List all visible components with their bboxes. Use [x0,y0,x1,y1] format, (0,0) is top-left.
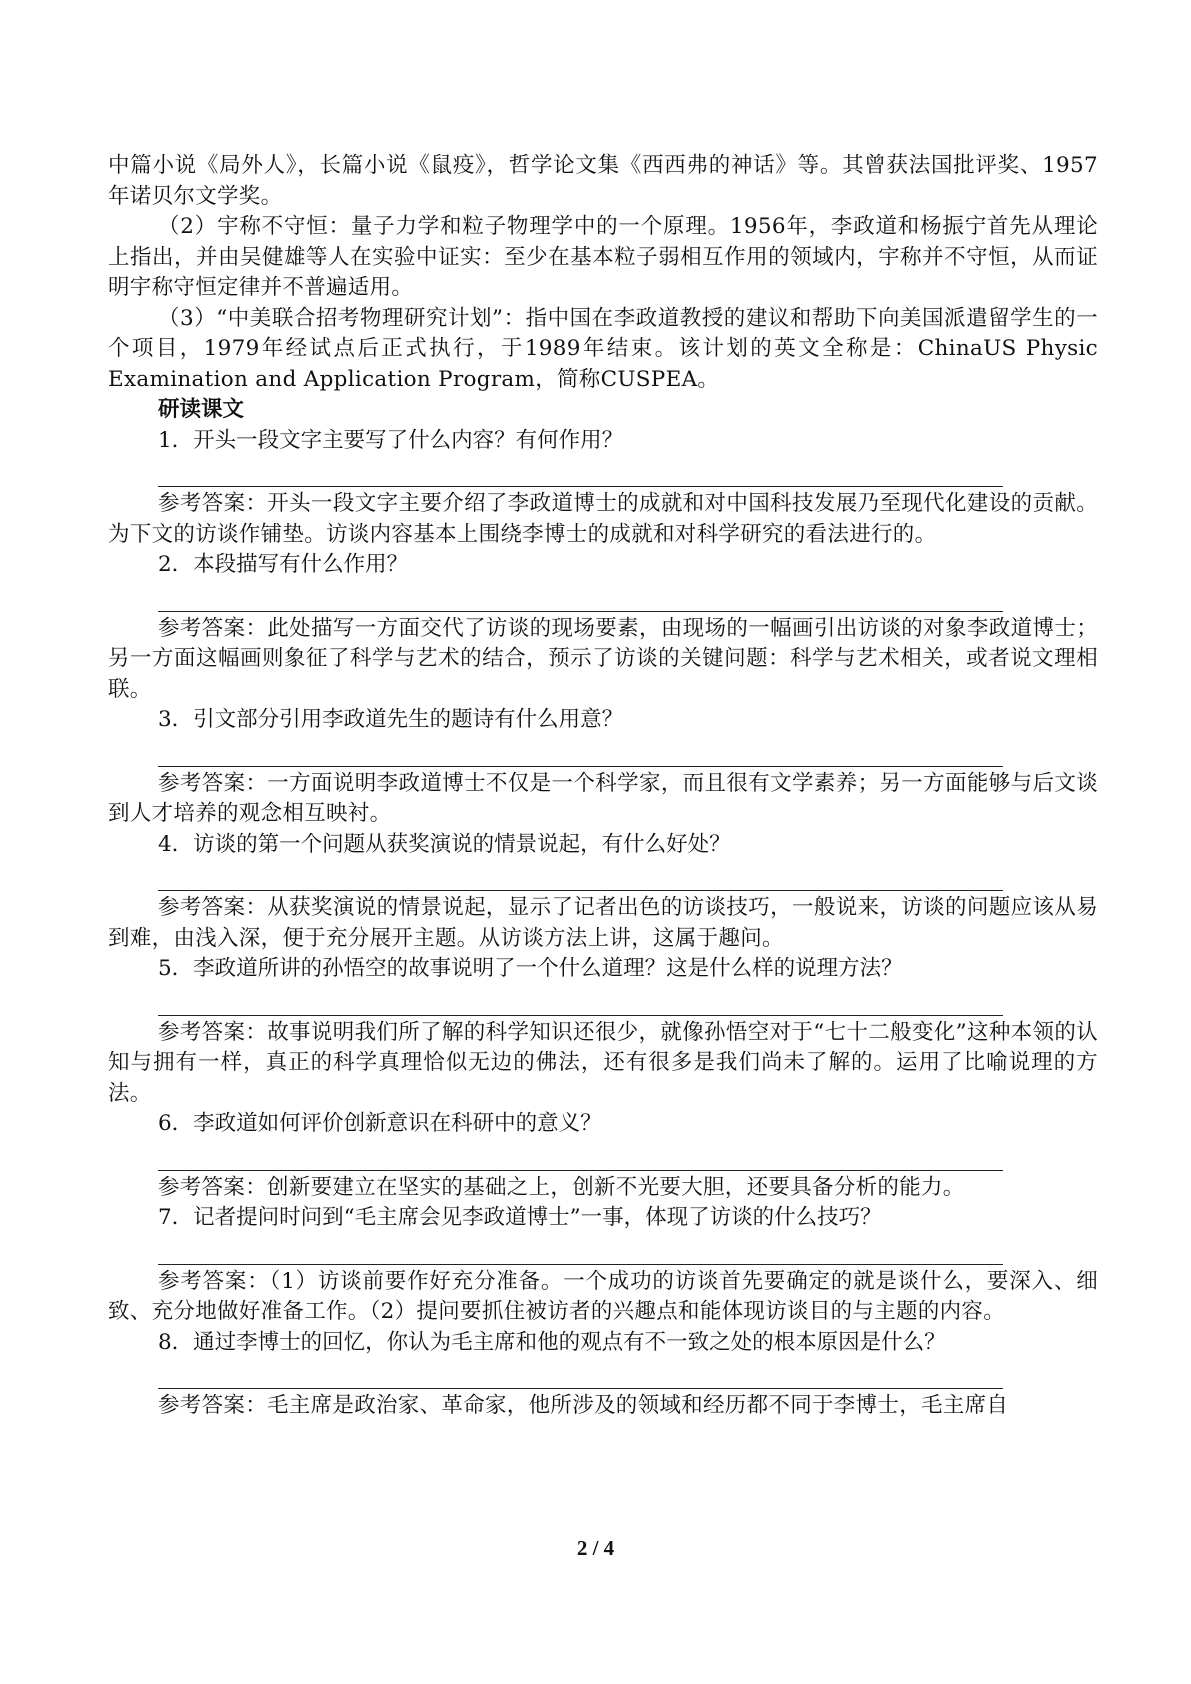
intro-paragraph-2: （2）宇称不守恒：量子力学和粒子物理学中的一个原理。1956年，李政道和杨振宁首先从理论上指出，并由吴健雄等人在实验中证实：至少在基本粒子弱相互作用的领域内，宇称并不守恒，从而证明宇称守恒定律并不普遍适用。 [108,214,1098,300]
question-block-8 [108,1328,1098,1422]
document-body [108,151,1098,1422]
answer-line [158,581,1003,612]
question-block-4 [108,830,1098,955]
answer-text: 参考答案：此处描写一方面交代了访谈的现场要素，由现场的一幅画引出访谈的对象李政道博士；另一方面这幅画则象征了科学与艺术的结合，预示了访谈的关键问题：科学与艺术相关，或者说文理相联。 [108,615,1098,702]
answer-text: 参考答案：一方面说明李政道博士不仅是一个科学家，而且很有文学素养；另一方面能够与后文谈到人才培养的观念相互映衬。 [108,770,1098,826]
question-block-2 [108,550,1098,705]
intro-paragraph-3: （3）“中美联合招考物理研究计划”：指中国在李政道教授的建议和帮助下向美国派遣留学生的一个项目，1979年经试点后正式执行，于1989年结束。该计划的英文全称是：ChinaUS Physic Examination and Application Program，简称CUSPEA。 [108,305,1098,392]
answer-line [158,1140,1003,1171]
answer-text: 参考答案：创新要建立在坚实的基础之上，创新不光要大胆，还要具备分析的能力。 [158,1174,965,1200]
intro-paragraph-1: 中篇小说《局外人》，长篇小说《鼠疫》，哲学论文集《西西弗的神话》等。其曾获法国批评奖、1957年诺贝尔文学奖。 [108,153,1098,209]
question-text: 3．引文部分引用李政道先生的题诗有什么用意？ [158,707,624,732]
answer-line [158,456,1003,487]
answer-line [158,860,1003,891]
answer-text: 参考答案：（1）访谈前要作好充分准备。一个成功的访谈首先要确定的就是谈什么，要深入、细致、充分地做好准备工作。（2）提问要抓住被访者的兴趣点和能体现访谈目的与主题的内容。 [108,1268,1098,1324]
question-block-7 [108,1203,1098,1328]
answer-line [158,985,1003,1016]
answer-line [158,1358,1003,1389]
question-text: 8．通过李博士的回忆，你认为毛主席和他的观点有不一致之处的根本原因是什么？ [158,1329,946,1355]
question-text: 2．本段描写有什么作用？ [158,552,409,577]
question-text: 5．李政道所讲的孙悟空的故事说明了一个什么道理？这是什么样的说理方法？ [158,956,903,981]
section-heading: 研读课文 [158,397,245,422]
question-text: 1．开头一段文字主要写了什么内容？有何作用？ [158,427,624,453]
answer-text: 参考答案：毛主席是政治家、革命家，他所涉及的领域和经历都不同于李博士，毛主席自 [158,1393,1009,1418]
answer-line [158,736,1003,767]
question-text: 4．访谈的第一个问题从获奖演说的情景说起，有什么好处？ [158,831,731,857]
page-number: 2 / 4 [576,1536,615,1560]
answer-text: 参考答案：故事说明我们所了解的科学知识还很少，就像孙悟空对于“七十二般变化”这种本领的认知与拥有一样，真正的科学真理恰似无边的佛法，还有很多是我们尚未了解的。运用了比喻说理的方法。 [108,1019,1098,1106]
question-block-6 [108,1109,1098,1203]
question-block-3 [108,705,1098,830]
question-text: 6．李政道如何评价创新意识在科研中的意义？ [158,1111,602,1136]
answer-line [158,1234,1003,1265]
answer-text: 参考答案：开头一段文字主要介绍了李政道博士的成就和对中国科技发展乃至现代化建设的贡献。为下文的访谈作铺垫。访谈内容基本上围绕李博士的成就和对科学研究的看法进行的。 [108,491,1098,547]
question-text: 7．记者提问时问到“毛主席会见李政道博士”一事，体现了访谈的什么技巧？ [158,1205,882,1230]
question-block-5 [108,954,1098,1109]
answer-text: 参考答案：从获奖演说的情景说起，显示了记者出色的访谈技巧，一般说来，访谈的问题应该从易到难，由浅入深，便于充分展开主题。从访谈方法上讲，这属于趣问。 [108,895,1098,951]
question-block-1 [108,426,1098,551]
